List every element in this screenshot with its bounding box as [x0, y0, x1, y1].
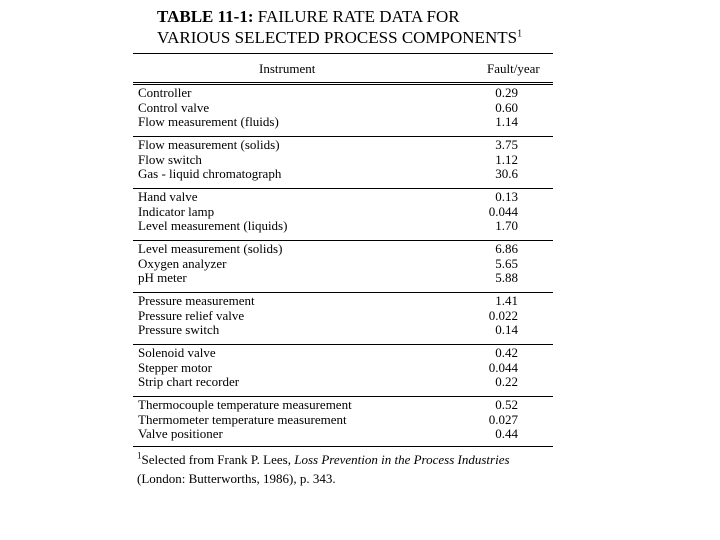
- table-row: [138, 242, 548, 257]
- table-group: [138, 294, 548, 338]
- table-row: [138, 205, 548, 220]
- fault-rate-value: 0.44: [495, 426, 518, 441]
- table-row: [138, 309, 548, 324]
- instrument-name: Stepper motor: [138, 359, 213, 375]
- table-row: [138, 138, 548, 153]
- instrument-name: Indicator lamp: [138, 203, 215, 219]
- title-line-2: [157, 27, 522, 48]
- table-row: [138, 346, 548, 361]
- table-group: [138, 242, 548, 286]
- table-group: [138, 190, 548, 234]
- table-row: [138, 190, 548, 205]
- instrument-name: Solenoid valve: [138, 345, 216, 360]
- instrument-name: Flow switch: [138, 151, 202, 167]
- fault-rate-value: 1.14: [495, 114, 518, 129]
- fault-rate-value: 1.12: [495, 151, 518, 167]
- fault-rate-value: 1.70: [495, 218, 518, 233]
- instrument-name: Hand valve: [138, 189, 198, 204]
- fault-rate-value: 0.52: [495, 397, 518, 412]
- title-line-1: [157, 6, 522, 27]
- instrument-name: Level measurement (solids): [138, 241, 283, 256]
- instrument-name: Oxygen analyzer: [138, 255, 227, 271]
- footnote-text-post: (London: Butterworths, 1986), p. 343.: [137, 471, 336, 486]
- title-text-2: VARIOUS SELECTED PROCESS COMPONENTS: [157, 28, 518, 47]
- fault-rate-value: 30.6: [495, 166, 518, 181]
- fault-rate-value: 0.22: [495, 374, 518, 389]
- fault-rate-value: 0.42: [495, 345, 518, 360]
- instrument-name: Control valve: [138, 99, 210, 115]
- fault-rate-value: 0.13: [495, 189, 518, 204]
- title-text-1: FAILURE RATE DATA FOR: [257, 7, 460, 26]
- table-row: [138, 361, 548, 376]
- instrument-name: Pressure relief valve: [138, 307, 245, 323]
- instrument-name: Gas - liquid chromatograph: [138, 166, 282, 181]
- table-row: [138, 153, 548, 168]
- table-row: [138, 375, 548, 390]
- table-group: [138, 138, 548, 182]
- instrument-name: Strip chart recorder: [138, 374, 240, 389]
- footnote: [137, 450, 557, 488]
- fault-rate-value: 0.044: [488, 203, 518, 219]
- table-row: [138, 219, 548, 234]
- instrument-name: Valve positioner: [138, 426, 223, 441]
- instrument-name: Level measurement (liquids): [138, 218, 288, 233]
- fault-rate-value: 0.027: [488, 411, 518, 427]
- footnote-mark: 1: [137, 450, 142, 461]
- fault-rate-value: 1.41: [495, 293, 518, 308]
- table-row: [138, 257, 548, 272]
- fault-rate-value: 3.75: [495, 137, 518, 152]
- table-title: [157, 6, 522, 48]
- fault-rate-value: 0.60: [495, 99, 518, 115]
- instrument-name: Pressure measurement: [138, 293, 255, 308]
- table-row: [138, 101, 548, 116]
- table-row: [138, 398, 548, 413]
- instrument-name: pH meter: [138, 270, 187, 285]
- table-row: [138, 413, 548, 428]
- fault-rate-value: 0.044: [488, 359, 518, 375]
- table-row: [138, 323, 548, 338]
- table-row: [138, 294, 548, 309]
- header-top-rule: [133, 53, 553, 54]
- footnote-text-pre: Selected from Frank P. Lees,: [141, 452, 295, 467]
- table-group: [138, 86, 548, 130]
- instrument-name: Thermocouple temperature measurement: [138, 397, 352, 412]
- footnote-book-title: Loss Prevention in the Process Industries: [294, 452, 510, 467]
- header-bottom-rule: [133, 82, 553, 83]
- title-footnote-mark: 1: [517, 28, 523, 40]
- table-group: [138, 398, 548, 442]
- table-bottom-rule: [133, 446, 553, 447]
- table-group: [138, 346, 548, 390]
- instrument-name: Controller: [138, 85, 192, 100]
- table-row: [138, 167, 548, 182]
- table-row: [138, 427, 548, 442]
- instrument-name: Pressure switch: [138, 322, 220, 337]
- fault-rate-value: 0.29: [495, 85, 518, 100]
- instrument-name: Flow measurement (solids): [138, 137, 280, 152]
- fault-rate-value: 0.14: [495, 322, 518, 337]
- column-header-instrument: Instrument: [259, 61, 316, 76]
- instrument-name: Flow measurement (fluids): [138, 114, 279, 129]
- fault-rate-value: 5.88: [495, 270, 518, 285]
- table-row: [138, 86, 548, 101]
- fault-rate-value: 6.86: [495, 241, 518, 256]
- table-row: [138, 115, 548, 130]
- table-row: [138, 271, 548, 286]
- fault-rate-value: 5.65: [495, 255, 518, 271]
- fault-rate-value: 0.022: [488, 307, 518, 323]
- table-number: TABLE 11-1:: [157, 7, 254, 26]
- instrument-name: Thermometer temperature measurement: [138, 411, 347, 427]
- group-divider: [133, 84, 553, 85]
- column-header-fault: Fault/year: [487, 61, 540, 76]
